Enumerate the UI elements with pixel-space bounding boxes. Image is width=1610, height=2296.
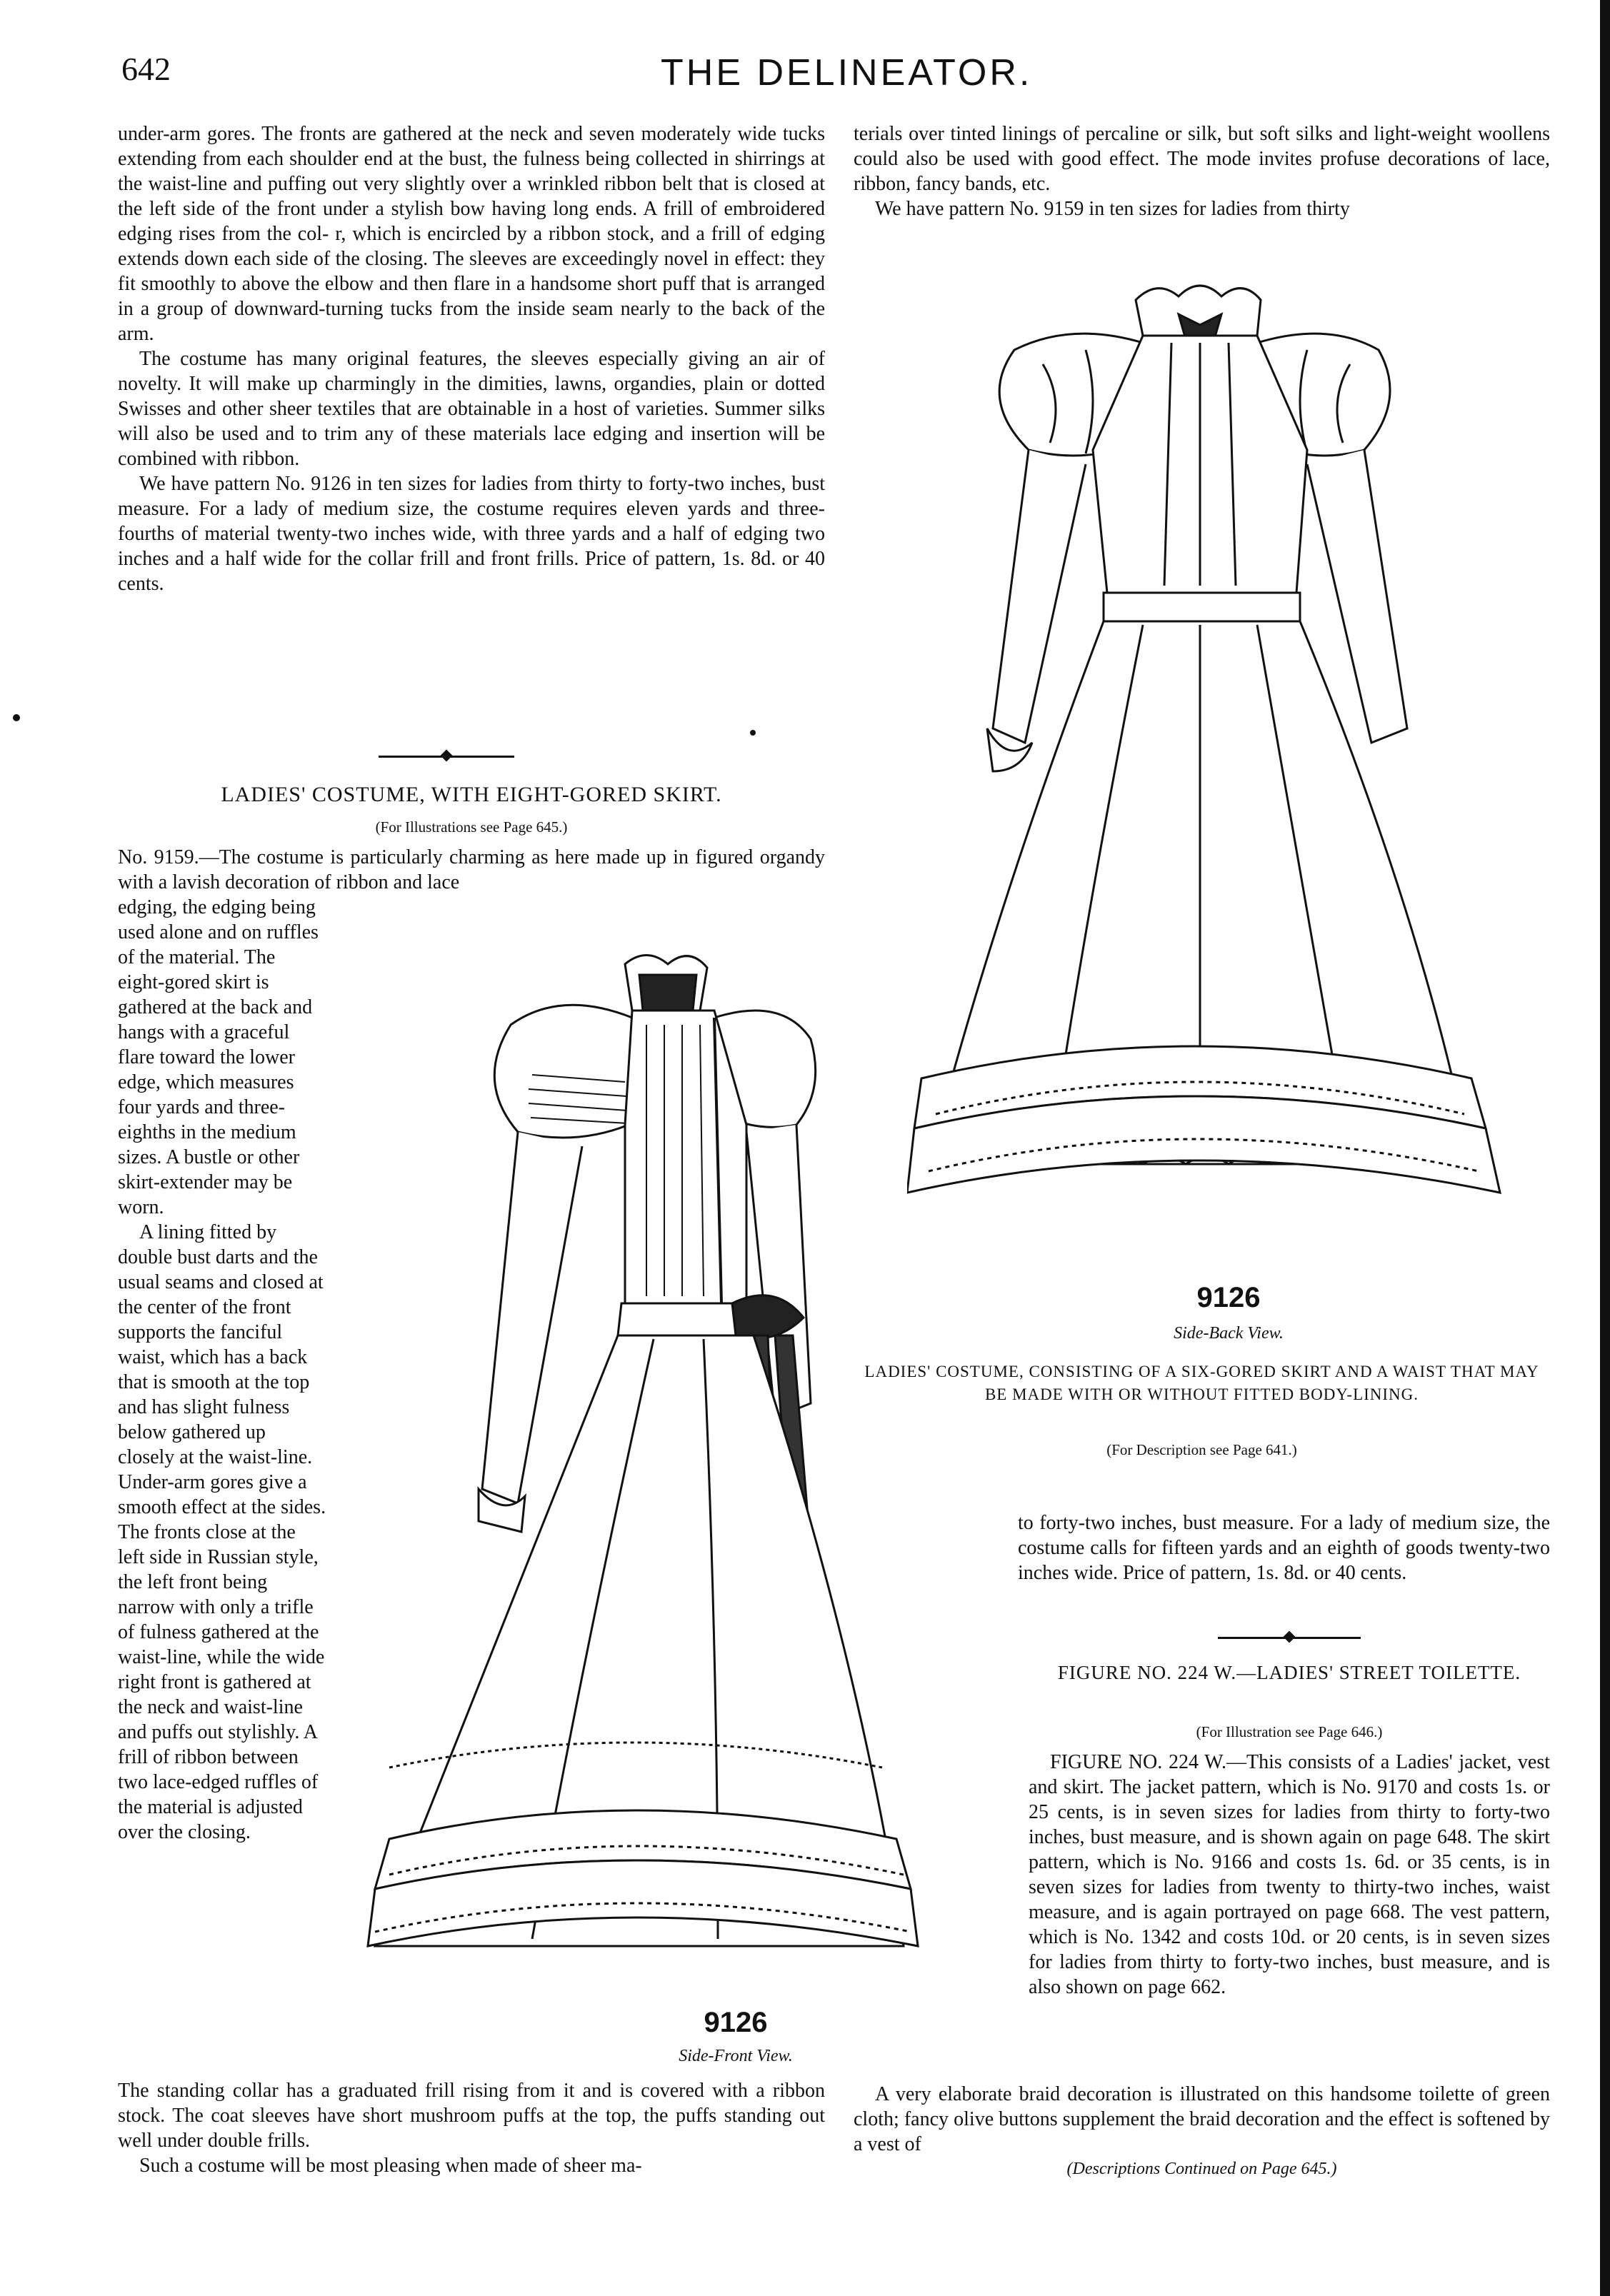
figure-front-number [629,2007,843,2038]
running-title: THE DELINEATOR. [661,52,1033,94]
paragraph: A lining fitted by double bust darts and the usual seams and closed at the center of the front supports the fanciful waist, which has a back that is smooth at the top and has slight fulness below gathered up closely at the waist-line. Under-arm gores give a smooth effect at the sides. The fronts close at the left side in Russian style, the left front being narrow with only a trifle of fulness gathered at the waist-line, while the wide right front is gathered at the neck and waist-line and puffs out stylishly. A frill of ribbon between two lace-edged ruffles of the material is adjusted over the closing. [118,1221,326,1843]
paragraph: No. 9159.—The costume is particularly charming as here made up in figured organdy with a lavish decoration of ribbon and lace [118,846,825,893]
continued-note: (Descriptions Continued on Page 645.) [1066,2160,1337,2178]
figure-number: 9126 [704,2007,768,2038]
right-column-mid [1018,1510,1550,1585]
paragraph: The standing collar has a graduated frill rising from it and is covered with a ribbon stock. The coat sleeves have short mushroom puffs at the top, the puffs standing out well under double frills. [118,2080,825,2152]
paragraph: The costume has many original features, the sleeves especially giving an air of novelty. It will make up charmingly in the dimities, lawns, organdies, plain or dotted Swisses and other sheer textiles that are obtainable in a host of varieties. Summer silks will also be used and to trim any of these materials lace edging and insertion will be combined with ribbon. [118,348,825,470]
paragraph: A very elaborate braid decoration is illustrated on this handsome toilette of green cloth; fancy olive buttons supplement the braid decoration and the effect is softened by a vest of [854,2083,1550,2155]
paragraph: to forty-two inches, bust measure. For a lady of medium size, the costume calls for fifteen yards and an eighth of goods twenty-two inches wide. Price of pattern, 1s. 8d. or 40 cents. [1018,1512,1550,1584]
section-heading: LADIES' COSTUME, WITH EIGHT-GORED SKIRT. [221,783,722,806]
paragraph: Such a costume will be most pleasing when made of sheer ma- [139,2155,642,2177]
page-number: 642 [121,51,171,87]
scan-edge-bar [1600,0,1610,2296]
scan-speck [13,714,20,721]
left-column-closing [118,2078,825,2178]
section-subheading: (For Illustrations see Page 645.) [375,818,568,836]
section-divider [379,756,514,758]
figure-back-number [1043,1282,1414,1313]
paragraph: terials over tinted linings of percaline or silk, but soft silks and light-weight woollens could also be used with good effect. The mode invites profuse decorations of lace, ribbon, fancy bands, etc. [854,123,1550,195]
section-subheading: (For Illustration see Page 646.) [1196,1723,1383,1740]
figure-back-view-label: Side-Back View. [1174,1324,1284,1343]
figure-caption: LADIES' COSTUME, CONSISTING OF A SIX-GORED SKIRT AND A WAIST THAT MAY BE MADE WITH OR WITHOUT FITTED BODY-LINING. [864,1363,1539,1403]
right-column-intro [854,121,1550,221]
section2-body [1029,1750,1550,2000]
paragraph: under-arm gores. The fronts are gathered at the neck and seven moderately wide tucks extending from each shoulder end at the bust, the fulness being collected in shirrings at the waist-line and puffing out very slightly over a wrinkled ribbon belt that is closed at the left side of the front under a stylish bow having long ends. A frill of embroidered edging rises from the col- r, which is encircled by a ribbon stock, and a frill of edging extends down each side of the closing. The sleeves are exceedingly novel in effect: they fit smoothly to above the elbow and then flare in a handsome short puff that is arranged in a group of downward-turning tucks from the inside seam nearly to the back of the arm. [118,123,825,345]
scan-speck [750,730,756,736]
dress-illustration-back-view [907,271,1550,1271]
page-header [121,50,1543,107]
section-divider [1218,1637,1361,1639]
section-heading: FIGURE NO. 224 W.—LADIES' STREET TOILETTE. [1057,1662,1521,1683]
dress-illustration-front-view [346,946,932,2003]
figure-front-view-label: Side-Front View. [679,2047,793,2065]
section-lead [118,845,825,895]
figure-number: 9126 [1196,1282,1261,1313]
section2-continuation [854,2082,1550,2157]
narrow-column [118,895,326,1845]
left-column-intro [118,121,825,596]
paragraph: edging, the edging being used alone and on ruffles of the material. The eight-gored skirt is gathered at the back and hangs with a graceful flare toward the lower edge, which measures four yards and three-eighths in the medium sizes. A bustle or other skirt-extender may be worn. [118,896,319,1218]
paragraph: FIGURE NO. 224 W.—This consists of a Ladies' jacket, vest and skirt. The jacket pattern, which is No. 9170 and costs 1s. or 25 cents, is in seven sizes for ladies from thirty to forty-two inches, bust measure, and is shown again on page 648. The skirt pattern, which is No. 9166 and costs 1s. 6d. or 35 cents, is in seven sizes for ladies from twenty to thirty-two inches, waist measure, and is again portrayed on page 668. The vest pattern, which is No. 1342 and costs 10d. or 20 cents, is in seven sizes for ladies from thirty to forty-two inches, bust measure, and is also shown on page 662. [1029,1751,1550,1998]
figure-caption-ref: (For Description see Page 641.) [1106,1441,1297,1458]
paragraph: We have pattern No. 9126 in ten sizes for ladies from thirty to forty-two inches, bust measure. For a lady of medium size, the costume requires eleven yards and three-fourths of material twenty-two inches wide, with three yards and a half of edging two inches and a half wide for the collar frill and front frills. Price of pattern, 1s. 8d. or 40 cents. [118,473,825,595]
paragraph: We have pattern No. 9159 in ten sizes for ladies from thirty [875,198,1350,220]
